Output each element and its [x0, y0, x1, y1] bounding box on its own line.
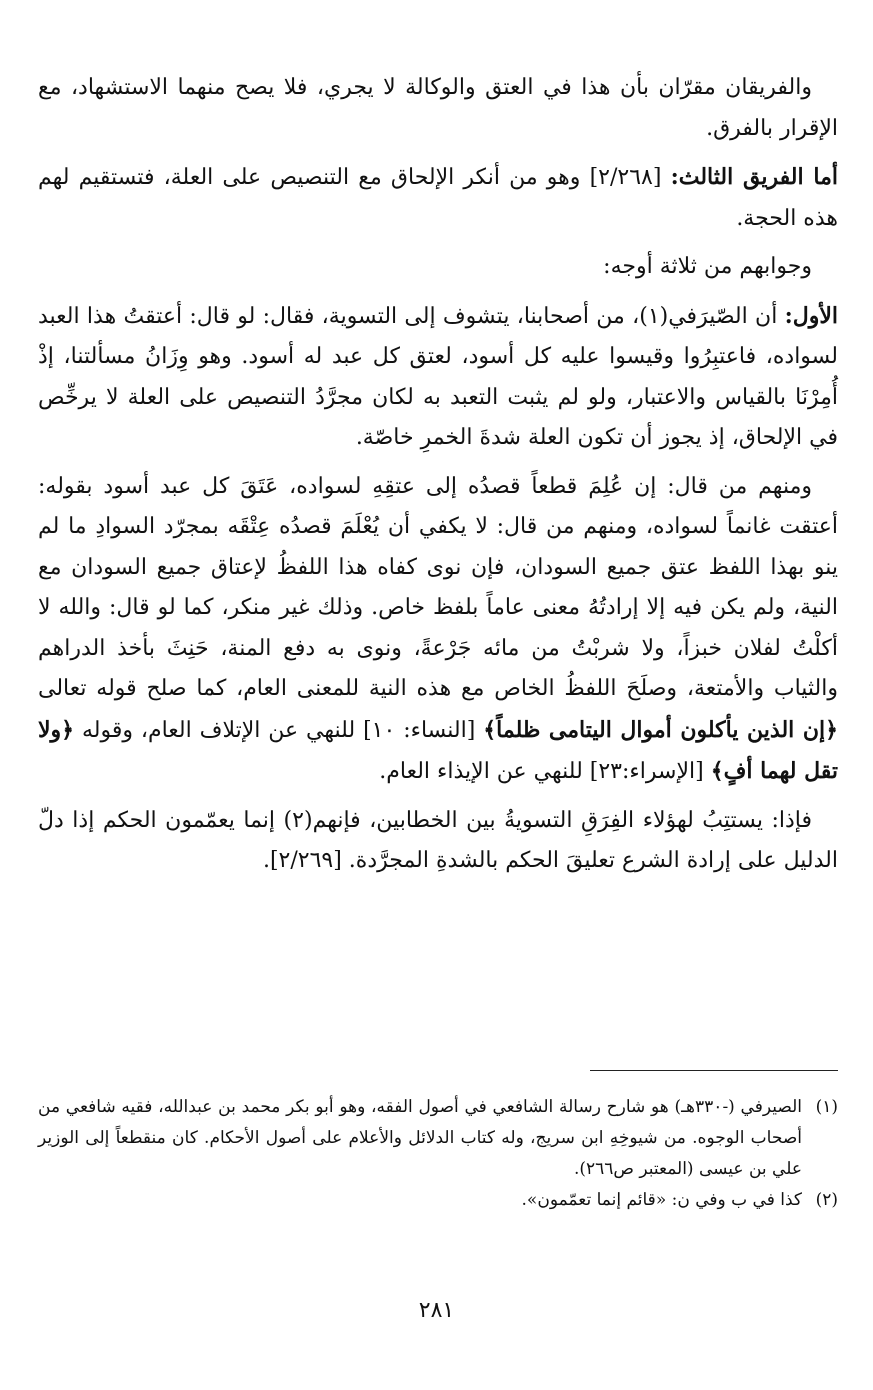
paragraph-text: أن الصّيرَفي(١)، من أصحابنا، يتشوف إلى التسوية، فقال: لو قال: أعتقتُ هذا العبد لسواده، فاعتبِرُوا وقيسوا عليه كل أسود، لعتق كل عبد له أسود. وهو وِزَانُ مسألتنا، إذْ أُمِرْنَا بالقياس والاعتبار، ولو لم يثبت التعبد به لكان مجرَّدُ التنصيص على العلة لا يرخِّص في الإلحاق، إذ يجوز أن تكون العلة شدةَ الخمرِ خاصّة. — [38, 303, 838, 450]
footnote-text: كذا في ب وفي ن: «قائم إنما تعمّمون». — [521, 1190, 802, 1210]
paragraph-text: وجوابهم من ثلاثة أوجه: — [603, 254, 812, 279]
paragraph-5 — [38, 467, 838, 793]
paragraph-2 — [38, 157, 838, 239]
footnote-text: الصيرفي (-٣٣٠هـ) هو شارح رسالة الشافعي في أصول الفقه، وهو أبو بكر محمد بن عبدالله، فقيه شافعي من أصحاب الوجوه. من شيوخِهِ ابن سريج، وله كتاب الدلائل والأعلام على أصول الأحكام. كان منقطعاً إلى الوزير علي بن عيسى (المعتبر ص٢٦٦). — [38, 1097, 802, 1179]
paragraph-6 — [38, 801, 838, 882]
footnote-number: (٢) — [815, 1190, 838, 1210]
footnote-number: (١) — [815, 1097, 838, 1117]
paragraph-text: [٢/٢٦٨] وهو من أنكر الإلحاق مع التنصيص على العلة، فتستقيم لهم هذه الحجة. — [38, 165, 838, 231]
paragraph-text: [الإسراء:٢٣] للنهي عن الإيذاء العام. — [379, 759, 711, 784]
footnote-2 — [38, 1185, 838, 1216]
paragraph-3 — [38, 247, 838, 288]
paragraph-text: [النساء: ١٠] للنهي عن الإتلاف العام، وقوله — [74, 717, 484, 743]
section-lead: الأول: — [784, 302, 838, 329]
section-lead: أما الفريق الثالث: — [670, 164, 838, 190]
footnote-divider — [590, 1070, 838, 1071]
footnotes — [38, 1092, 838, 1216]
quran-quote: ﴿إن الذين يأكلون أموال اليتامى ظلماً﴾ — [483, 716, 839, 743]
paragraph-text: والفريقان مقرّان بأن هذا في العتق والوكالة لا يجري، فلا يصح منهما الاستشهاد، مع الإقرار بالفرق. — [38, 75, 838, 141]
footnote-1 — [38, 1092, 838, 1185]
main-text — [38, 68, 838, 890]
paragraph-text: فإذا: يستتِبُ لهؤلاء الفِرَقِ التسويةُ بين الخطابين، فإنهم(٢) إنما يعمّمون الحكم إذا دلّ الدليل على إرادة الشرع تعليقَ الحكم بالشدةِ المجرَّدة. [٢/٢٦٩]. — [38, 807, 838, 873]
paragraph-4 — [38, 296, 838, 459]
paragraph-1 — [38, 68, 838, 149]
quran-quote: ﴿ولا تقل لهما أفٍ﴾ — [38, 716, 838, 784]
page-number: ٢٨١ — [418, 1298, 455, 1323]
paragraph-text: ومنهم من قال: إن عُلِمَ قطعاً قصدُه إلى عتقِهِ لسواده، عَتَقَ كل عبد أسود بقوله: أعتقت غانماً لسواده، ومنهم من قال: لا يكفي أن يُعْلَمَ قصدُه عِتْقَه بمجرّد السوادِ ما لم ينو بهذا اللفظ عتق جميع السودان، فإن نوى كفاه هذا اللفظُ لإعتاق جميع السودان مع النية، ولم يكن فيه إلا إرادتُهُ معنى عاماً بلفظ خاص. وذلك غير منكر، كما لو قال: والله لا أكلْتُ لفلان خبزاً، ولا شربْتُ من مائه جَرْعةً، ونوى به دفع المنة، حَنِثَ بأخذ الدراهم والثياب والأمتعة، وصلَحَ اللفظُ الخاص مع هذه النية للمعنى العام، كما صلح قوله تعالى — [38, 473, 838, 701]
